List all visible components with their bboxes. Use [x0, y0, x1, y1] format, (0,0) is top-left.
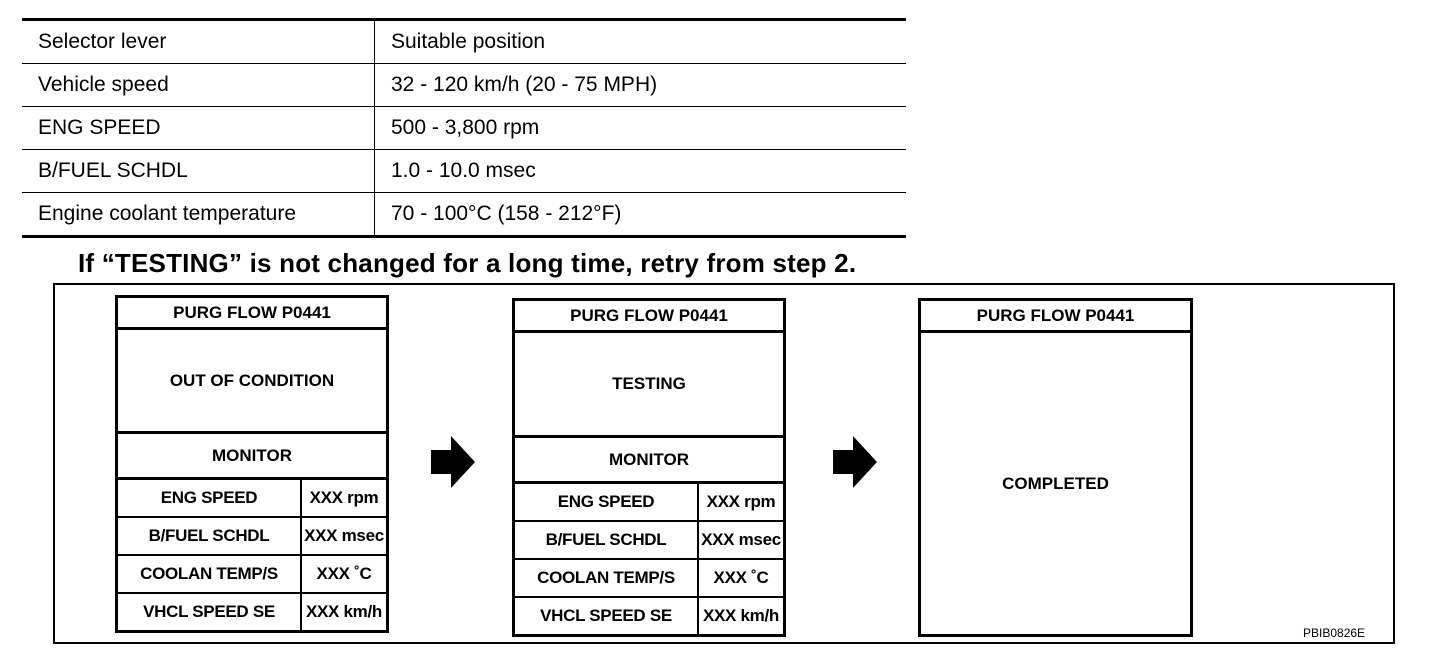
condition-param: Selector lever — [22, 20, 375, 64]
monitor-item-value: XXX ˚C — [316, 564, 372, 583]
screen-testing — [512, 298, 786, 637]
monitor-header: MONITOR — [515, 435, 783, 484]
screen-title: PURG FLOW P0441 — [118, 298, 386, 330]
monitor-item-name: B/FUEL SCHDL — [515, 522, 699, 558]
monitor-item-name: B/FUEL SCHDL — [118, 518, 302, 554]
monitor-row — [515, 598, 783, 634]
table-row — [22, 107, 906, 150]
screen-completed — [918, 298, 1193, 637]
monitor-row — [515, 484, 783, 522]
condition-param: B/FUEL SCHDL — [22, 150, 375, 193]
monitor-item-name: VHCL SPEED SE — [118, 594, 302, 630]
condition-value: 500 - 3,800 rpm — [375, 107, 907, 150]
table-row — [22, 150, 906, 193]
screen-title: PURG FLOW P0441 — [515, 301, 783, 333]
monitor-item-value: XXX km/h — [305, 602, 383, 621]
monitor-row — [118, 594, 386, 630]
screen-title: PURG FLOW P0441 — [921, 301, 1190, 333]
monitor-item-value: XXX rpm — [706, 492, 776, 511]
monitor-item-name: ENG SPEED — [515, 484, 699, 520]
screen-status: OUT OF CONDITION — [169, 370, 335, 390]
table-row — [22, 193, 906, 237]
condition-value: Suitable position — [375, 20, 907, 64]
monitor-row — [515, 522, 783, 560]
condition-value: 1.0 - 10.0 msec — [375, 150, 907, 193]
arrow-right-icon — [431, 436, 475, 488]
retry-note: If “TESTING” is not changed for a long time, retry from step 2. — [78, 248, 857, 278]
condition-param: Engine coolant temperature — [22, 193, 375, 237]
monitor-item-name: COOLAN TEMP/S — [118, 556, 302, 592]
monitor-item-name: COOLAN TEMP/S — [515, 560, 699, 596]
figure-code: PBIB0826E — [1303, 626, 1366, 640]
screen-status: TESTING — [612, 374, 686, 393]
monitor-row — [515, 560, 783, 598]
table-row — [22, 20, 906, 64]
monitor-row — [118, 518, 386, 556]
condition-value: 70 - 100°C (158 - 212°F) — [391, 202, 622, 225]
monitor-item-value: XXX msec — [701, 530, 781, 549]
conditions-table — [22, 18, 906, 238]
condition-param: Vehicle speed — [22, 64, 375, 107]
monitor-header: MONITOR — [118, 431, 386, 480]
monitor-item-value: XXX msec — [304, 526, 384, 545]
monitor-item-value: XXX rpm — [309, 488, 379, 507]
screen-status: COMPLETED — [1002, 473, 1109, 493]
monitor-row — [118, 556, 386, 594]
monitor-item-name: ENG SPEED — [118, 480, 302, 516]
monitor-item-name: VHCL SPEED SE — [515, 598, 699, 634]
condition-param: ENG SPEED — [22, 107, 375, 150]
monitor-row — [118, 480, 386, 518]
table-row — [22, 64, 906, 107]
condition-value: 32 - 120 km/h (20 - 75 MPH) — [375, 64, 907, 107]
monitor-item-value: XXX ˚C — [713, 568, 769, 587]
monitor-item-value: XXX km/h — [702, 606, 780, 625]
arrow-right-icon — [833, 436, 877, 488]
screen-out-of-condition — [115, 295, 389, 633]
